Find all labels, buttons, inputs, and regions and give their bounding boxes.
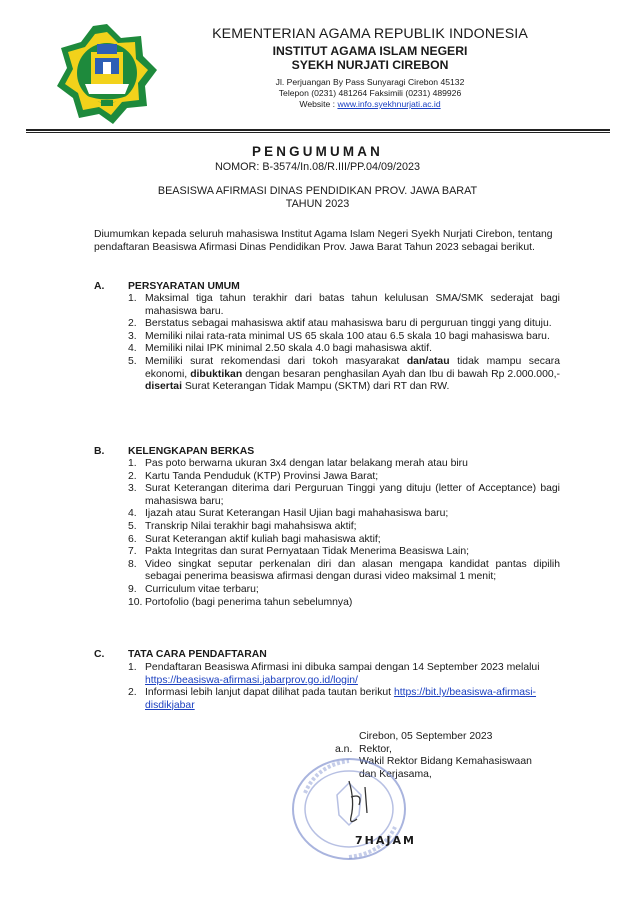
- website-label: Website :: [299, 99, 338, 109]
- intro-paragraph: Diumumkan kepada seluruh mahasiswa Institut Agama Islam Negeri Syekh Nurjati Cirebon, tentang pendaftaran Beasiswa Afirmasi Dinas Pendidikan Prov. Jawa Barat Tahun 2023 sebagai berikut.: [94, 229, 553, 253]
- section-b-list: [128, 458, 560, 609]
- list-item: 6. Surat Keterangan aktif kuliah bagi mahasiswa aktif;: [128, 533, 381, 545]
- subject-line1: BEASISWA AFIRMASI DINAS PENDIDIKAN PROV. JAWA BARAT: [157, 185, 478, 197]
- list-item: 5. Transkrip Nilai terakhir bagi mahahsiswa aktif;: [128, 520, 357, 532]
- info-link[interactable]: https://bit.ly/beasiswa-afirmasi-disdikjabar: [145, 687, 537, 711]
- list-item: 4. Memiliki nilai IPK minimal 2.50 skala 4.0 bagi mahasiswa aktif.: [128, 343, 433, 355]
- subject-line2: TAHUN 2023: [285, 198, 350, 210]
- section-a-list: [128, 293, 560, 394]
- section-c-list: [128, 662, 560, 712]
- section-title: KELENGKAPAN BERKAS: [128, 446, 255, 457]
- section-b-heading: [94, 446, 254, 457]
- phone-fax: Telepon (0231) 481264 Faksimili (0231) 489926: [278, 88, 462, 98]
- list-item: 2. Berstatus sebagai mahasiswa aktif atau mahasiswa baru di perguruan tinggi yang dituju.: [128, 318, 552, 330]
- list-item: 9. Curriculum vitae terbaru;: [128, 583, 259, 595]
- list-item: 7. Pakta Integritas dan surat Pernyataan Tidak Menerima Beasiswa Lain;: [128, 546, 470, 558]
- position-line2: dan Kerjasama,: [359, 768, 432, 780]
- list-item: 1. Maksimal tiga tahun terakhir dari batas tahun kelulusan SMA/SMK sederajat bagi mahasiswa baru.: [128, 293, 560, 317]
- header-divider-thick: [26, 129, 610, 131]
- section-title: PERSYARATAN UMUM: [128, 281, 240, 292]
- list-item: 1. Pendaftaran Beasiswa Afirmasi ini dibuka sampai dengan 14 September 2023 melalui https://beasiswa-afirmasi.jabarprov.go.id/login/: [128, 662, 540, 686]
- list-item: 5. Memiliki surat rekomendasi dari tokoh masyarakat dan/atau tidak mampu secara ekonomi, dibuktikan dengan besaran penghasilan Ayah dan Ibu di bawah Rp 2.000.000,- disertai Surat Keterangan Tidak Mampu (SKTM) dari RT dan RW.: [128, 355, 560, 393]
- website-line: [180, 99, 560, 110]
- section-letter: A.: [94, 281, 105, 292]
- signatory-name: 7HAJAM: [355, 834, 416, 847]
- list-item: 3. Memiliki nilai rata-rata minimal US 65 skala 100 atau 6.5 skala 10 bagi mahasiswa baru.: [128, 330, 550, 342]
- on-behalf-line: a.n. Rektor,: [335, 743, 392, 755]
- website-link[interactable]: www.info.syekhnurjati.ac.id: [337, 99, 441, 109]
- institute-name-line2: SYEKH NURJATI CIREBON: [291, 58, 449, 72]
- letterhead: [180, 26, 560, 110]
- list-item: 1. Pas poto berwarna ukuran 3x4 dengan latar belakang merah atau biru: [128, 458, 468, 469]
- section-letter: C.: [94, 649, 105, 660]
- announcement-number: NOMOR: B-3574/In.08/R.III/PP.04/09/2023: [214, 161, 421, 173]
- section-letter: B.: [94, 446, 105, 457]
- iain-logo-icon: [55, 22, 159, 126]
- place-date: Cirebon, 05 September 2023: [359, 731, 493, 742]
- institute-name-line1: INSTITUT AGAMA ISLAM NEGERI: [272, 44, 468, 58]
- list-item: 3. Surat Keterangan diterima dari Perguruan Tinggi yang dituju (letter of Acceptance) bagi mahasiswa baru;: [128, 483, 560, 507]
- section-title: TATA CARA PENDAFTARAN: [128, 649, 267, 660]
- announcement-subject: [0, 185, 635, 211]
- handwritten-signature-icon: [345, 777, 405, 827]
- header-divider-thin: [26, 132, 610, 133]
- ministry-name: KEMENTERIAN AGAMA REPUBLIK INDONESIA: [212, 26, 528, 42]
- announcement-title: PENGUMUMAN: [252, 144, 383, 159]
- address: Jl. Perjuangan By Pass Sunyaragi Cirebon 45132: [275, 77, 465, 87]
- list-item: 4. Ijazah atau Surat Keterangan Hasil Ujian bagi mahahasiswa baru;: [128, 508, 449, 520]
- position-line1: Wakil Rektor Bidang Kemahasiswaan: [359, 756, 532, 768]
- section-c-heading: [94, 649, 267, 660]
- section-a-heading: [94, 281, 240, 292]
- registration-link[interactable]: https://beasiswa-afirmasi.jabarprov.go.id/login/: [145, 674, 358, 686]
- list-item: 10. Portofolio (bagi penerima tahun sebelumnya): [128, 596, 353, 608]
- list-item: 8. Video singkat seputar perkenalan diri dan alasan mengapa kandidat pantas dipilih sebagai penerima beasiswa afirmasi dengan durasi video maksimal 1 menit;: [128, 558, 560, 583]
- list-item: 2. Informasi lebih lanjut dapat dilihat pada tautan berikut https://bit.ly/beasiswa-afirmasi-disdikjabar: [128, 687, 537, 711]
- list-item: 2. Kartu Tanda Penduduk (KTP) Provinsi Jawa Barat;: [128, 470, 379, 482]
